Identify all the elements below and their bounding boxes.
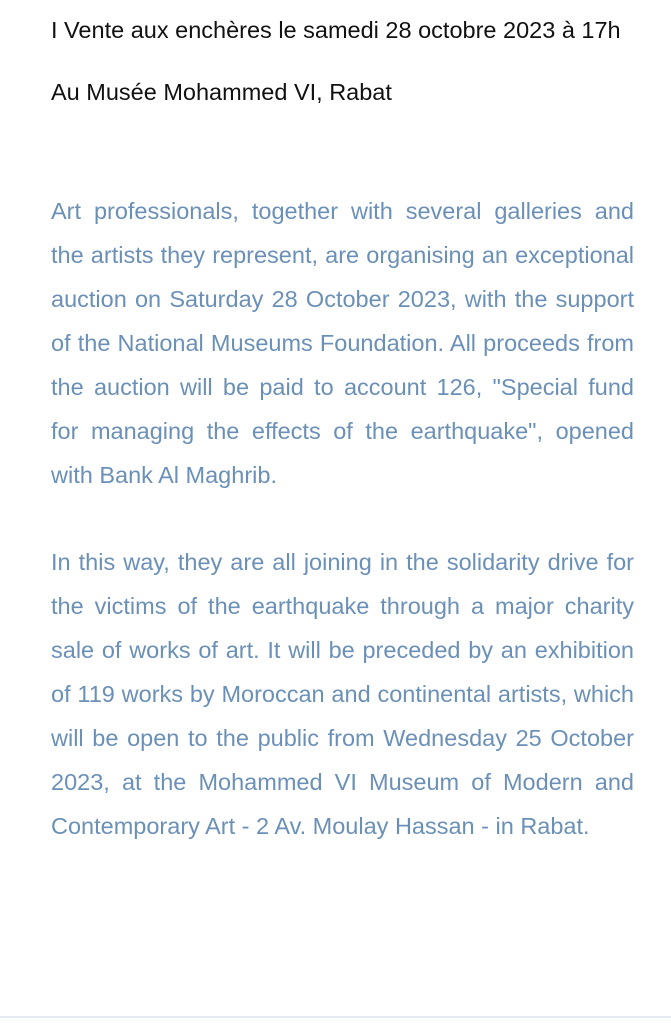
article-paragraph-1: Art professionals, together with several galleries and the artists they represent, are organising an exceptional auction on Saturday 28 October 2023, with the support of the National Museums Foundation. All proceeds from the auction will be paid to account 126, "Special fund for managing the effects of the earthquake", opened with Bank Al Maghrib. (51, 198, 634, 488)
article-paragraph-2: In this way, they are all joining in the solidarity drive for the victims of the earthquake through a major charity sale of works of art. It will be preceded by an exhibition of 119 works by Moroccan and continental artists, which will be open to the public from Wednesday 25 October 2023, at the Mohammed VI Museum of Modern and Contemporary Art - 2 Av. Moulay Hassan - in Rabat. (51, 549, 634, 839)
article-content (51, 9, 634, 848)
event-venue: Au Musée Mohammed VI, Rabat (51, 79, 392, 105)
event-date-line: I Vente aux enchères le samedi 28 octobre 2023 à 17h (51, 17, 621, 43)
bottom-divider (0, 1016, 671, 1018)
